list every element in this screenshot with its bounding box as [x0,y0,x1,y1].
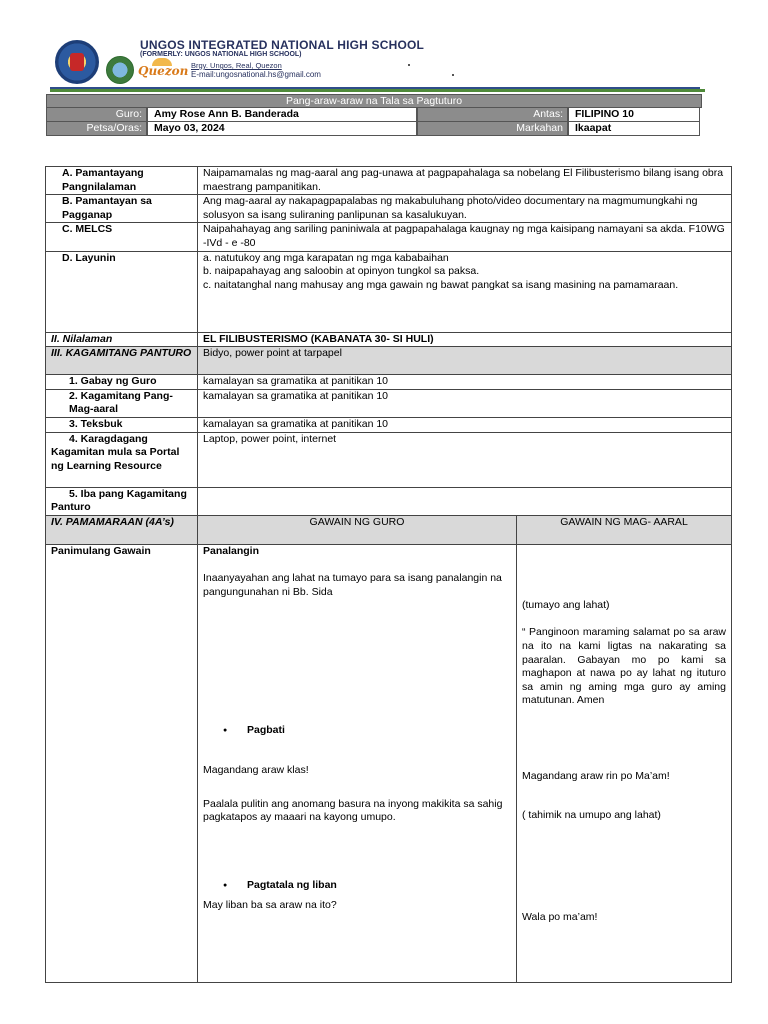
panalangin-title: Panalangin [203,544,260,557]
table-row [46,515,732,544]
row-label: Panimulang Gawain [46,544,198,982]
row-label: III. KAGAMITANG PANTURO [46,347,198,375]
liban-response: Wala po ma’am! [522,911,598,924]
school-email: E-mail:ungosnational.hs@gmail.com [191,70,321,79]
table-row [46,347,732,375]
row-label: A. Pamantayang Pangnilalaman [46,167,198,195]
decorative-dot [408,64,410,66]
row-label: D. Layunin [46,251,198,332]
petsa-value: Mayo 03, 2024 [147,122,417,136]
header-divider [50,89,705,92]
lesson-plan-table [45,166,732,983]
guro-activity-cell [198,544,517,982]
antas-label: Antas: [417,108,568,122]
school-name: UNGOS INTEGRATED NATIONAL HIGH SCHOOL [140,38,425,52]
decorative-dot [452,74,454,76]
school-header [50,36,470,86]
list-item: c. naitatanghal nang mahusay ang mga gawain ng bawat pangkat sa isang masining na pamamaraan. [203,278,679,291]
table-row [46,251,732,332]
deped-seal-logo [55,40,99,84]
row-value: Naipahahayag ang sariling paniniwala at pagpapahalaga kaugnay ng mga kaisipang namayani sa akda. F10WG -IVd - e -80 [198,223,732,251]
row-value [198,487,732,515]
school-former-name: (FORMERLY: UNGOS NATIONAL HIGH SCHOOL) [140,51,302,58]
panalangin-response: “ Panginoon maraming salamat po sa araw na ito na kami ligtas na nakarating sa paaralan. Gabayan mo po kami sa maghapon at nawa po ay lahat ng ituturo sa amin ng aming mga guro ay aming matutunan. Amen [522,626,726,707]
tahimik-text: ( tahimik na umupo ang lahat) [522,809,661,822]
row-label: C. MELCS [46,223,198,251]
row-label: II. Nilalaman [46,332,198,347]
pagtatala-bullet: ● Pagtatala ng liban [203,879,511,893]
column-header-mag-aaral: GAWAIN NG MAG- AARAL [517,515,732,544]
table-row [46,375,732,390]
antas-value: FILIPINO 10 [568,108,700,122]
table-row [46,223,732,251]
row-value: Ang mag-aaral ay nakapagpapalabas ng makabuluhang photo/video documentary na magmumungkahi ng solusyon sa isang suliraning panlipunan sa kasalukuyan. [198,195,732,223]
lesson-info-block [46,94,702,136]
row-value: kamalayan sa gramatika at panitikan 10 [198,389,732,417]
row-value: kamalayan sa gramatika at panitikan 10 [198,417,732,432]
table-row [46,389,732,417]
column-header-guro: GAWAIN NG GURO [198,515,517,544]
table-row [46,432,732,487]
markahan-label: Markahan [417,122,568,136]
row-value [198,251,732,332]
row-label: IV. PAMAMARAAN (4A’s) [46,515,198,544]
school-address: Brgy. Ungos, Real, Quezon [191,61,282,70]
guro-value: Amy Rose Ann B. Banderada [147,108,417,122]
row-label: 1. Gabay ng Guro [46,375,198,390]
row-value: EL FILIBUSTERISMO (KABANATA 30- SI HULI) [198,332,732,347]
school-logo [106,56,134,84]
table-row [46,195,732,223]
table-row [46,417,732,432]
panalangin-text: Inaanyayahan ang lahat na tumayo para sa isang panalangin na pangungunahan ni Bb. Sida [203,572,502,598]
list-item: a. natutukoy ang mga karapatan ng mga kababaihan [203,251,449,264]
pagbati-text: Magandang araw klas! [203,764,309,777]
table-row [46,167,732,195]
markahan-value: Ikaapat [568,122,700,136]
guro-label: Guro: [46,108,147,122]
info-row [46,108,702,122]
info-title: Pang-araw-araw na Tala sa Pagtuturo [46,94,702,108]
pagbati-bullet: ● Pagbati [203,724,511,738]
row-value: kamalayan sa gramatika at panitikan 10 [198,375,732,390]
paalala-text: Paalala pulitin ang anomang basura na inyong makikita sa sahig pagkatapos ay maaari na kayong umupo. [203,797,503,824]
tumayo-text: (tumayo ang lahat) [522,598,610,611]
info-row [46,122,702,136]
bati-response: Magandang araw rin po Ma’am! [522,769,670,782]
pagtatala-text: May liban ba sa araw na ito? [203,899,337,912]
list-item: b. naipapahayag ang saloobin at opinyon tungkol sa paksa. [203,265,480,278]
table-row [46,332,732,347]
quezon-logo [138,58,189,82]
row-value: Bidyo, power point at tarpapel [198,347,732,375]
row-label: 3. Teksbuk [46,417,198,432]
row-label: 4. Karagdagang Kagamitan mula sa Portal ng Learning Resource [46,432,198,487]
row-label: 2. Kagamitang Pang-Mag-aaral [46,389,198,417]
table-row [46,487,732,515]
row-value: Naipamamalas ng mag-aaral ang pag-unawa at pagpapahalaga sa nobelang El Filibusterismo bilang isang obra maestrang pampanitikan. [198,167,732,195]
petsa-label: Petsa/Oras: [46,122,147,136]
mag-aaral-activity-cell [517,544,732,982]
row-label: B. Pamantayan sa Pagganap [46,195,198,223]
quezon-logo-text: Quezon [138,64,189,78]
table-row [46,544,732,982]
row-label: 5. Iba pang Kagamitang Panturo [46,487,198,515]
row-value: Laptop, power point, internet [198,432,732,487]
